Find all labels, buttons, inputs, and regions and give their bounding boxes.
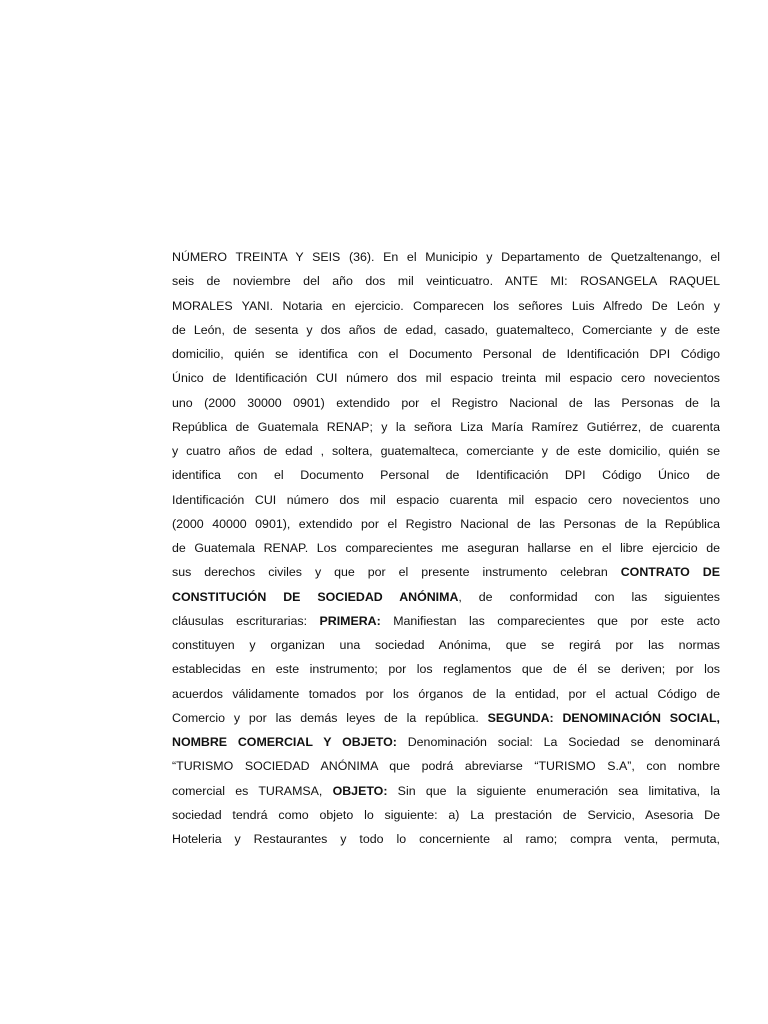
- bold-text-run: OBJETO:: [332, 783, 388, 798]
- text-run: cláusulas escriturarias:: [172, 613, 320, 628]
- text-run: Identificación CUI número dos mil espacio cuarenta mil espacio cero novecientos uno: [172, 492, 720, 507]
- text-run: sus derechos civiles y que por el presente instrumento celebran: [172, 565, 621, 580]
- text-run: (2000 40000 0901), extendido por el Registro Nacional de las Personas de la República: [172, 516, 720, 531]
- text-line: [172, 488, 720, 512]
- text-line: [172, 730, 720, 754]
- text-run: Único de Identificación CUI número dos mil espacio treinta mil espacio cero novecientos: [172, 371, 720, 386]
- text-line: [172, 585, 720, 609]
- text-line: [172, 366, 720, 390]
- text-line: [172, 657, 720, 681]
- text-line: [172, 463, 720, 487]
- text-line: [172, 803, 720, 827]
- bold-text-run: SEGUNDA: DENOMINACIÓN SOCIAL,: [487, 710, 720, 725]
- text-line: [172, 560, 720, 584]
- bold-text-run: CONTRATO DE: [620, 565, 720, 580]
- text-run: establecidas en este instrumento; por los reglamentos que de él se deriven; por los: [172, 662, 720, 677]
- text-run: seis de noviembre del año dos mil veinticuatro. ANTE MI: ROSANGELA RAQUEL: [172, 274, 720, 289]
- text-run: sociedad tendrá como objeto lo siguiente: a) La prestación de Servicio, Asesoria De: [172, 807, 720, 822]
- text-run: “TURISMO SOCIEDAD ANÓNIMA que podrá abreviarse “TURISMO S.A”, con nombre: [172, 759, 720, 774]
- text-run: , de conformidad con las siguientes: [458, 589, 720, 604]
- text-line: [172, 827, 720, 851]
- text-run: Comercio y por las demás leyes de la república.: [172, 710, 488, 725]
- text-line: [172, 512, 720, 536]
- text-run: República de Guatemala RENAP; y la señora Liza María Ramírez Gutiérrez, de cuarenta: [172, 419, 720, 434]
- text-run: Sin que la siguiente enumeración sea limitativa, la: [387, 783, 720, 798]
- text-line: [172, 754, 720, 778]
- text-run: acuerdos válidamente tomados por los órganos de la entidad, por el actual Código de: [172, 686, 720, 701]
- bold-text-run: CONSTITUCIÓN DE SOCIEDAD ANÓNIMA: [172, 589, 459, 604]
- bold-text-run: NOMBRE COMERCIAL Y OBJETO:: [172, 735, 397, 749]
- text-run: de León, de sesenta y dos años de edad, casado, guatemalteco, Comerciante y de este: [172, 322, 720, 337]
- text-line: [172, 439, 720, 463]
- text-line: [172, 415, 720, 439]
- text-run: comercial es TURAMSA,: [172, 783, 333, 798]
- text-run: Manifiestan las comparecientes que por este acto: [380, 613, 720, 628]
- text-line: [172, 609, 720, 633]
- text-run: Denominación social: La Sociedad se denominará: [396, 735, 720, 749]
- text-line: [172, 391, 720, 415]
- text-line: [172, 245, 720, 269]
- text-run: constituyen y organizan una sociedad Anónima, que se regirá por las normas: [172, 638, 720, 652]
- text-line: [172, 682, 720, 706]
- text-line: [172, 633, 720, 657]
- text-run: y cuatro años de edad , soltera, guatemalteca, comerciante y de este domicilio, quién se: [172, 444, 720, 458]
- text-run: Hoteleria y Restaurantes y todo lo concerniente al ramo; compra venta, permuta,: [172, 832, 720, 846]
- text-line: [172, 294, 720, 318]
- text-run: uno (2000 30000 0901) extendido por el Registro Nacional de las Personas de la: [172, 395, 720, 410]
- text-line: [172, 536, 720, 560]
- text-line: [172, 269, 720, 293]
- bold-text-run: PRIMERA:: [319, 613, 381, 628]
- text-run: domicilio, quién se identifica con el Documento Personal de Identificación DPI Código: [172, 347, 720, 361]
- text-line: [172, 779, 720, 803]
- text-run: MORALES YANI. Notaria en ejercicio. Comparecen los señores Luis Alfredo De León y: [172, 298, 720, 313]
- text-run: de Guatemala RENAP. Los comparecientes me aseguran hallarse en el libre ejercicio de: [172, 541, 720, 555]
- text-run: NÚMERO TREINTA Y SEIS (36). En el Municipio y Departamento de Quetzaltenango, el: [172, 250, 720, 264]
- text-line: [172, 318, 720, 342]
- text-line: [172, 706, 720, 730]
- text-run: identifica con el Documento Personal de Identificación DPI Código Único de: [172, 468, 720, 483]
- document-body: [172, 245, 720, 851]
- text-line: [172, 342, 720, 366]
